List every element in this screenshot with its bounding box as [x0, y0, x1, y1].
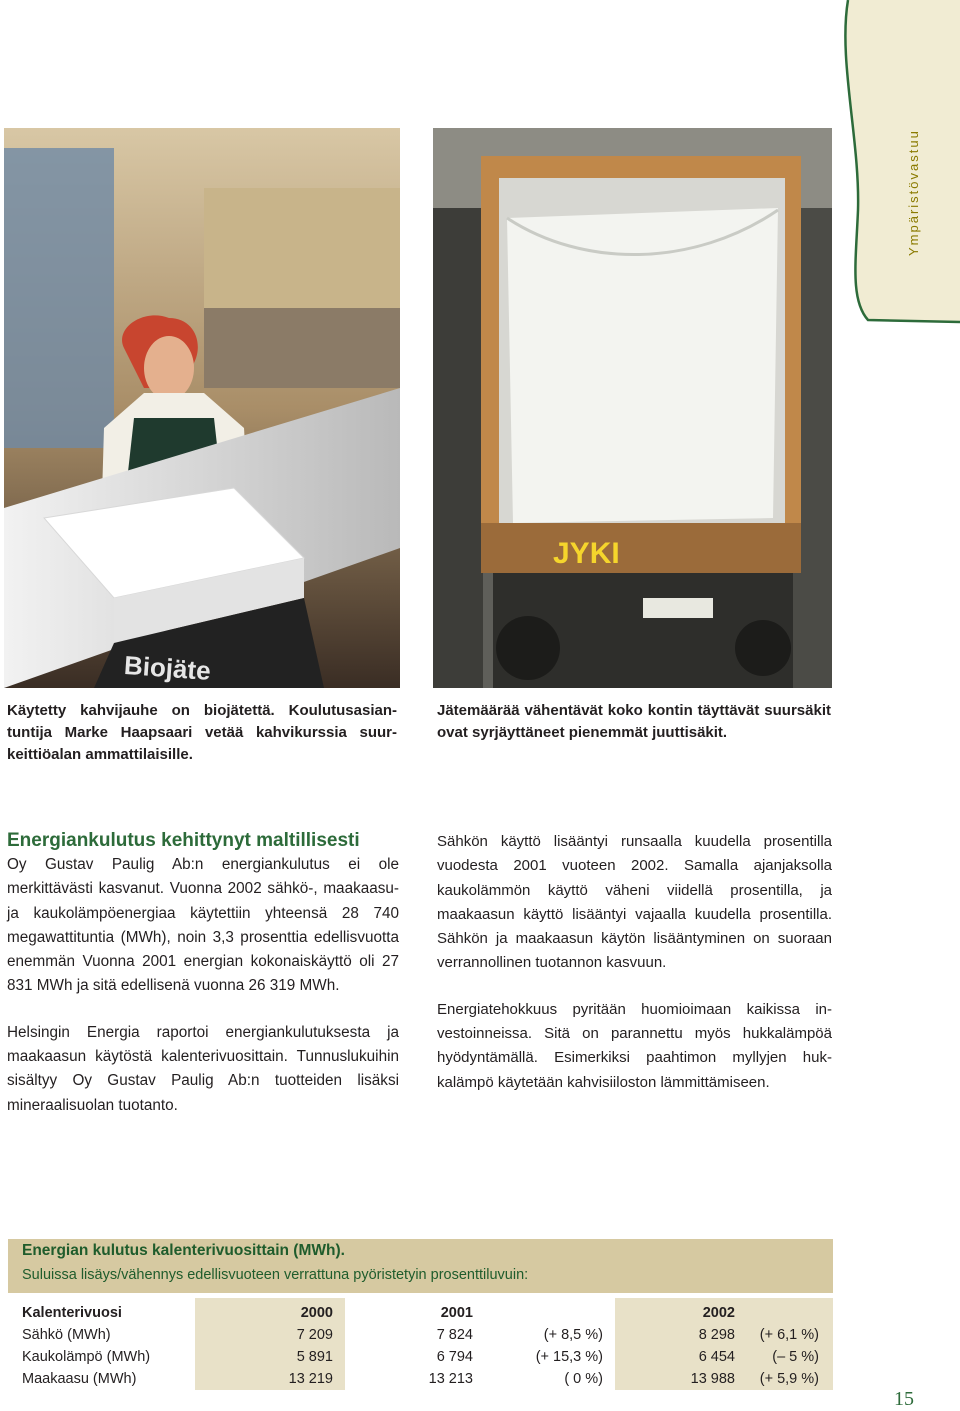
table-title: Energian kulutus kalenterivuosittain (MWh).: [22, 1242, 345, 1259]
table-cell: ( 0 %): [485, 1368, 615, 1390]
table-subtitle: Suluissa lisäys/vähennys edellisvuoteen verrattuna pyöristetyin prosenttiluvuin:: [22, 1267, 529, 1283]
table-cell: 2000: [195, 1298, 345, 1324]
photo-caption-left: Käytetty kahvijauhe on biojätettä. Koulutusasiantuntija Marke Haapsaari vetää kahvikurssia suurkeittiöalan ammattilaisille.: [7, 702, 397, 763]
table-cell: 5 891: [195, 1346, 345, 1368]
table-cell: 7 824: [345, 1324, 485, 1346]
table-cell: 13 213: [345, 1368, 485, 1390]
page-number: 15: [894, 1388, 914, 1410]
left-paragraph-1: Oy Gustav Paulig Ab:n energiankulutus ei ole merkittävästi kasvanut. Vuonna 2002 sähkö-, maakaasu- ja kaukolämpöenergiaa käytettiin yhteensä 28 740 megawattituntia (MWh), noin 3,3 prosenttia edellisvuotta enemmän Vuonna 2001 energian kokonaiskäyttö oli 27 831 MWh ja sitä edellisenä vuonna 26 319 MWh.: [7, 856, 399, 995]
energy-table: [8, 1298, 833, 1390]
table-cell: 8 298: [615, 1324, 747, 1346]
bin-label: Biojäte: [123, 649, 212, 686]
table-cell: 6 454: [615, 1346, 747, 1368]
section-tag: Ympäristövastuu: [906, 129, 921, 256]
table-cell: (+ 5,9 %): [747, 1368, 833, 1390]
right-paragraph-2: Energiatehokkuus pyritään huomioimaan kaikissa investoinneissa. Sitä on parannettu myös hukkalämpöä hyödyntämällä. Esimerkiksi paahtimon myllyjen hukkalämpö käytetään kahvisiiloston lämmittämiseen.: [437, 1000, 832, 1091]
left-paragraph-2: Helsingin Energia raportoi energiankulutuksesta ja maakaasun käytöstä kalenterivuosittain. Tunnuslukuihin sisältyy Oy Gustav Paulig Ab:n tuotteiden lisäksi mineraalisuolan tuotanto.: [7, 1023, 399, 1114]
table-cell: (+ 6,1 %): [747, 1324, 833, 1346]
article-left-column: [7, 853, 399, 1118]
photo-barista: [4, 128, 400, 688]
table-cell: 13 988: [615, 1368, 747, 1390]
truck-label: JYKI: [553, 537, 620, 570]
table-row: [8, 1346, 833, 1368]
photo-caption-right: Jätemäärää vähentävät koko kontin täyttävät suursäkit ovat syrjäyttäneet pienemmät juuttisäkit.: [437, 702, 831, 741]
table-cell: [747, 1298, 833, 1324]
table-cell: 2001: [345, 1298, 485, 1324]
table-caption: [8, 1239, 833, 1293]
table-cell: (+ 8,5 %): [485, 1324, 615, 1346]
table-cell: 2002: [615, 1298, 747, 1324]
table-cell: (– 5 %): [747, 1346, 833, 1368]
table-cell: 6 794: [345, 1346, 485, 1368]
table-cell: Kaukolämpö (MWh): [8, 1346, 195, 1368]
table-row: [8, 1324, 833, 1346]
table-cell: [485, 1298, 615, 1324]
photo-truck: [433, 128, 832, 688]
table-header-row: [8, 1298, 833, 1324]
table-cell: Maakaasu (MWh): [8, 1368, 195, 1390]
right-paragraph-1: Sähkön käyttö lisääntyi runsaalla kuudella prosentilla vuodesta 2001 vuoteen 2002. Samalla ajanjaksolla kaukolämmön käyttö väheni viidellä prosentilla, ja maakaasun käyttö lisääntyi vajaalla kuudella prosentilla. Sähkön ja maakaasun käytön lisääntyminen on suoraan verrannollinen tuotannon kasvuun.: [437, 833, 832, 972]
table-cell: (+ 15,3 %): [485, 1346, 615, 1368]
table-cell: 13 219: [195, 1368, 345, 1390]
table-cell: Sähkö (MWh): [8, 1324, 195, 1346]
table-cell: Kalenterivuosi: [8, 1298, 195, 1324]
table-row: [8, 1368, 833, 1390]
table-cell: 7 209: [195, 1324, 345, 1346]
article-right-column: [437, 830, 832, 1095]
article-heading: Energiankulutus kehittynyt maltillisesti: [7, 830, 360, 851]
